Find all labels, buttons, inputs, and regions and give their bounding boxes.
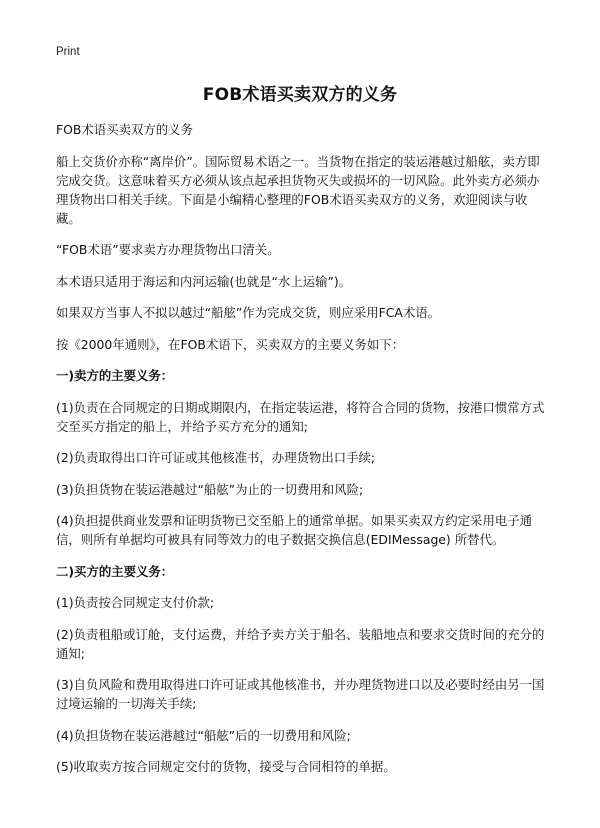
buyer-item: (5)收取卖方按合同规定交付的货物，接受与合同相符的单据。 bbox=[56, 759, 396, 774]
buyer-item: (2)负责租船或订舱，支付运费，并给予卖方关于船名、装船地点和要求交货时间的充分的通知; bbox=[56, 626, 545, 661]
seller-obligations-heading: 一)卖方的主要义务： bbox=[56, 368, 174, 383]
page-title: FOB术语买卖双方的义务 bbox=[202, 85, 398, 105]
print-link[interactable]: Print bbox=[56, 46, 80, 58]
buyer-item: (4)负担货物在装运港越过“船舷”后的一切费用和风险; bbox=[56, 727, 351, 743]
article-body bbox=[56, 120, 550, 789]
buyer-obligations-heading: 二)买方的主要义务： bbox=[56, 563, 174, 579]
article-subtitle: FOB术语买卖双方的义务 bbox=[56, 122, 193, 137]
paragraph-export-clearance: “FOB术语”要求卖方办理货物出口清关。 bbox=[56, 242, 280, 257]
seller-item: (3)负担货物在装运港越过“船舷”为止的一切费用和风险; bbox=[56, 481, 364, 497]
paragraph-incoterms-2000: 按《2000年通则》，在FOB术语下，买卖双方的主要义务如下： bbox=[56, 336, 405, 352]
paragraph-fca-note: 如果双方当事人不拟以越过“船舷”作为完成交货，则应采用FCA术语。 bbox=[56, 305, 441, 320]
seller-item: (4)负担提供商业发票和证明货物已交至船上的通常单据。如果买卖双方约定采用电子通信，则所有单据均可被具有同等效力的电子数据交换信息(EDIMessage) 所替代。 bbox=[56, 513, 533, 547]
seller-item: (2)负责取得出口许可证或其他核准书，办理货物出口手续; bbox=[56, 450, 376, 465]
paragraph-transport-scope: 本术语只适用于海运和内河运输(也就是“水上运输”)。 bbox=[56, 273, 352, 289]
seller-item: (1)负责在合同规定的日期或期限内，在指定装运港，将符合合同的货物，按港口惯常方式交至买方指定的船上，并给予买方充分的通知; bbox=[56, 399, 545, 434]
buyer-item: (3)自负风险和费用取得进口许可证或其他核准书，并办理货物进口以及必要时经由另一国过境运输的一切海关手续; bbox=[56, 677, 545, 711]
intro-paragraph: 船上交货价亦称“离岸价”。国际贸易术语之一。当货物在指定的装运港越过船舷，卖方即完成交货。这意味着买方必须从该点起承担货物灭失或损坏的一切风险。此外卖方必须办理货物出口相关手续。下面是小编精心整理的FOB术语买卖双方的义务，欢迎阅读与收藏。 bbox=[56, 153, 540, 226]
buyer-item: (1)负责按合同规定支付价款; bbox=[56, 595, 215, 610]
